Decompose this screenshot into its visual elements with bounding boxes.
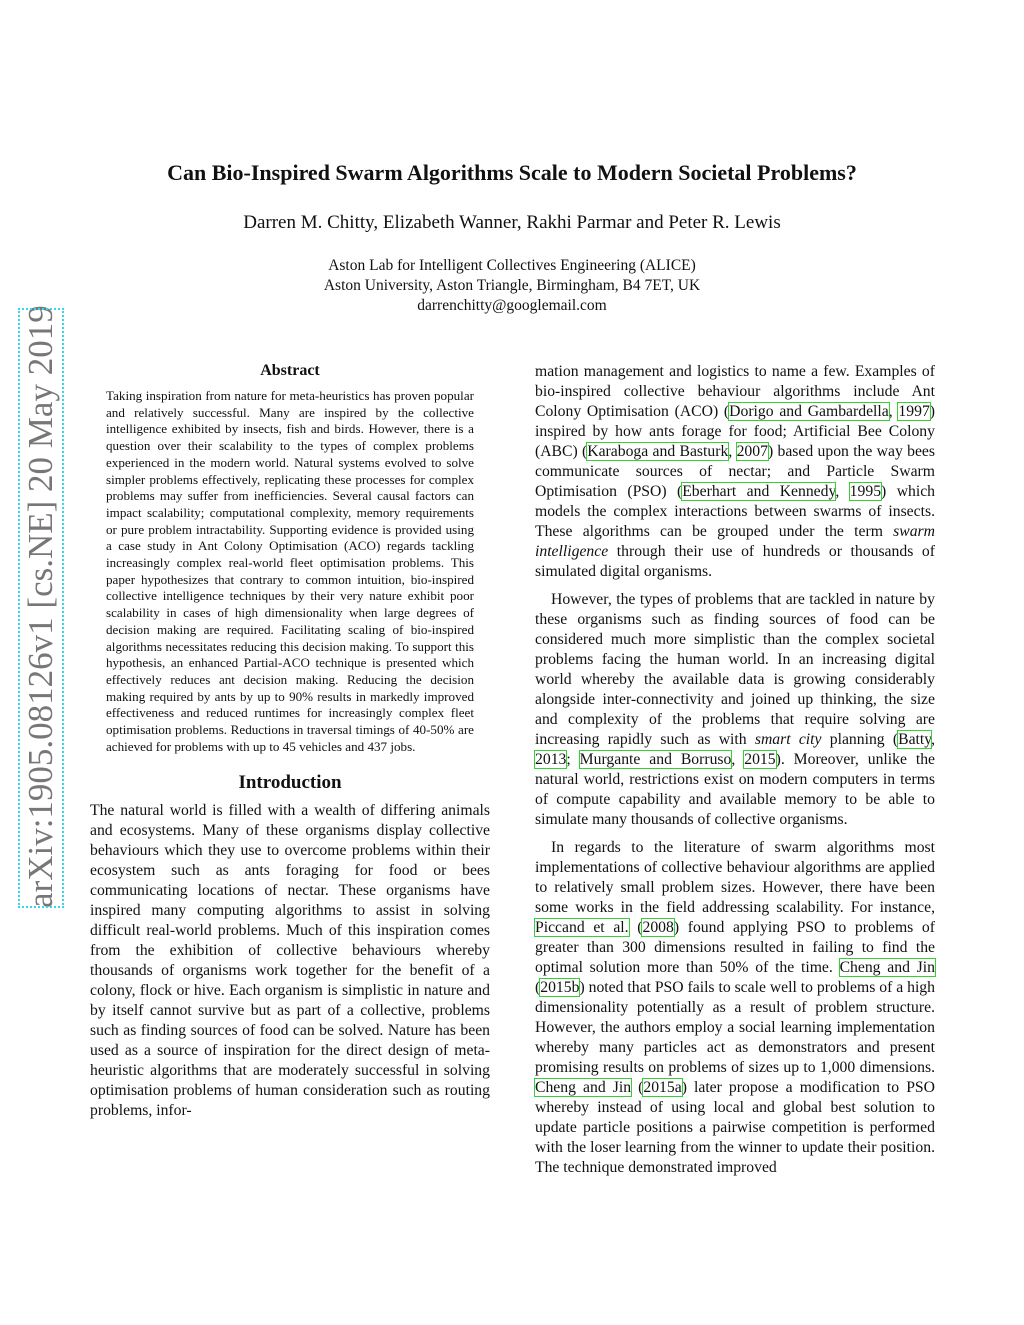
citation-link[interactable]: Karaboga and Basturk (587, 443, 729, 460)
citation-link[interactable]: 2007 (736, 443, 768, 460)
text-run: , (931, 731, 936, 748)
abstract-text: Taking inspiration from nature for meta-heuristics has proven popular and relatively successful. Many are inspired by the collective intelligence exhibited by insects, fish and birds. However, there is a question over their scalability to the types of complex problems experienced in the modern world. Natural systems evolved to solve simpler problems effectively, replicating these processes for complex problems may suffer from inefficiencies. Several causal factors can impact scalability; computational complexity, memory requirements or pure problem intractability. Supporting evidence is provided using a case study in Ant Colony Optimisation (ACO) regards tackling increasingly complex real-world fleet optimisation problems. This paper hypothesizes that contrary to common intuition, bio-inspired collective intelligence techniques by their very nature exhibit poor scalability in cases of high dimensionality when large degrees of decision making are required. Facilitating scaling of bio-inspired algorithms necessitates reducing this decision making. To support this hypothesis, an enhanced Partial-ACO technique is presented which effectively reduces ant decision making. Reducing the decision making required by ants by up to 90% results in markedly improved effectiveness and reduced runtimes for increasingly complex fleet optimisation problems. Reductions in traversal timings of 40-50% are achieved for problems with up to 45 vehicles and 437 jobs. (106, 388, 474, 754)
citation-link[interactable]: Eberhart and Kennedy (682, 483, 836, 500)
text-run: However, the types of problems that are tackled in nature by these organisms such as finding sources of food can be considered much more simplistic than the complex societal problems facing the human world. In an increasing digital world whereby the available data is growing considerably alongside inter-connectivity and joined up thinking, the size and complexity of the problems that require solving are increasing rapidly such as with (535, 591, 935, 748)
text-run: through their use of hundreds or thousands of simulated digital organisms. (535, 543, 935, 580)
text-run: , (888, 403, 899, 420)
left-column (90, 360, 490, 1121)
affiliation-line: Aston University, Aston Triangle, Birmingham, B4 7ET, UK (323, 277, 701, 294)
text-run: , (731, 751, 745, 768)
introduction-heading: Introduction (238, 772, 342, 794)
text-run: ) based upon the way bees communicate sources of nectar; and Particle Swarm Optimisation (PSO) ( (535, 443, 936, 500)
citation-link[interactable]: 2013 (535, 751, 567, 768)
body-paragraph (535, 362, 935, 582)
citation-link[interactable]: 2015a (643, 1079, 682, 1096)
affiliation-line: Aston Lab for Intelligent Collectives Engineering (ALICE) (328, 257, 696, 274)
author-list: Darren M. Chitty, Elizabeth Wanner, Rakhi Parmar and Peter R. Lewis (243, 212, 781, 233)
text-run: planning ( (821, 731, 899, 748)
text-run: , (835, 483, 850, 500)
text-run: mation management and logistics to name a few. Examples of bio-inspired collective behaviour algorithms include Ant Colony Optimisation (ACO) ( (535, 363, 935, 420)
citation-link[interactable]: 2008 (642, 919, 674, 936)
emphasis-text: smart city (754, 731, 822, 748)
abstract-heading: Abstract (260, 362, 320, 379)
citation-link[interactable]: Dorigo and Gambardella (729, 403, 889, 420)
text-run: ) later propose a modification to PSO whereby instead of using local and global best solution to update particle positions a pairwise competition is performed with the loser learning from the winner to update their position. The technique demonstrated improved (535, 1079, 935, 1176)
text-run: ). Moreover, unlike the natural world, restrictions exist on modern computers in terms of compute capability and available memory to be able to simulate many thousands of collective organisms. (535, 751, 936, 828)
emphasis-text: swarm intelligence (535, 523, 935, 560)
text-run: ( (628, 919, 643, 936)
text-run: ( (535, 979, 541, 996)
author-email: darrenchitty@googlemail.com (417, 297, 607, 314)
citation-link[interactable]: Piccand et al. (535, 919, 629, 936)
right-column (535, 362, 935, 1178)
body-paragraph (535, 838, 935, 1178)
body-paragraph (535, 590, 935, 830)
text-run: ) noted that PSO fails to scale well to problems of a high dimensionality potentially as a result of problem structure. However, the authors employ a social learning implementation whereby many particles act as demonstrators and present promising results on problems of sizes up to 1,000 dimensions. (535, 979, 935, 1076)
introduction-paragraph: The natural world is filled with a wealth of differing animals and ecosystems. Many of these organisms display collective behaviours which they use to overcome problems within their ecosystem such as ants foraging for food or bees communicating locations of nectar. These organisms have inspired many computing algorithms to assist in solving difficult real-world problems. Much of this inspiration comes from the exhibition of collective behaviours whereby thousands of organisms work together for the benefit of a colony, flock or hive. Each organism is simplistic in nature and by itself cannot survive but as part of a collective, problems such as finding sources of food can be solved. Nature has been used as a source of inspiration for the direct design of meta-heuristic algorithms that are moderately successful in solving optimisation problems of human consideration such as routing problems, infor- (90, 802, 490, 1120)
citation-link[interactable]: Cheng and Jin (535, 1079, 632, 1096)
paper-title: Can Bio-Inspired Swarm Algorithms Scale to Modern Societal Problems? (167, 160, 857, 185)
text-run: In regards to the literature of swarm algorithms most implementations of collective behaviour algorithms are applied to relatively small problem sizes. However, there have been some works in the field addressing scalability. For instance, (535, 839, 935, 916)
citation-link[interactable]: Batty (898, 731, 932, 748)
text-run: ) which models the complex interactions between swarms of insects. These algorithms can be grouped under the term (535, 483, 936, 540)
citation-link[interactable]: 1997 (898, 403, 930, 420)
citation-link[interactable]: Cheng and Jin (839, 959, 935, 976)
text-run: ) found applying PSO to problems of greater than 300 dimensions resulted in failing to find the optimal solution more than 50% of the time. (535, 919, 935, 976)
citation-link[interactable]: 2015b (540, 979, 580, 996)
text-run: ; (566, 751, 580, 768)
citation-link[interactable]: 1995 (849, 483, 882, 500)
arxiv-identifier[interactable]: arXiv:1905.08126v1 [cs.NE] 20 May 2019 (18, 308, 64, 908)
citation-link[interactable]: Murgante and Borruso (579, 751, 732, 768)
text-run: , (728, 443, 737, 460)
text-run: ( (631, 1079, 644, 1096)
text-run: ) inspired by how ants forage for food; Artificial Bee Colony (ABC) ( (535, 403, 936, 460)
citation-link[interactable]: 2015 (744, 751, 776, 768)
affiliation-block (90, 256, 934, 316)
